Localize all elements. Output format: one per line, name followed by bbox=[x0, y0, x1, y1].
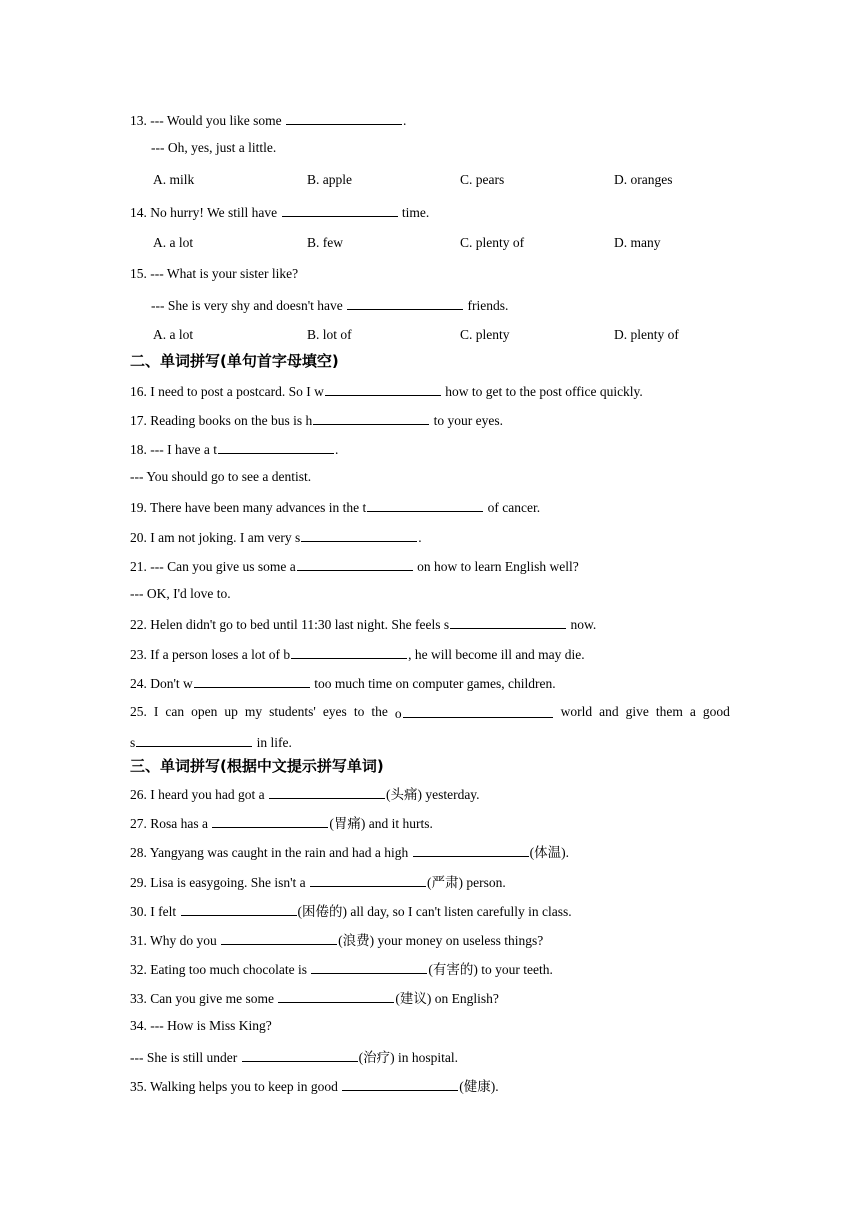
word: eyes bbox=[322, 704, 347, 719]
answer-blank[interactable] bbox=[181, 901, 297, 916]
section-3-heading: 三、单词拼写(根据中文提示拼写单词) bbox=[130, 757, 384, 775]
option-b[interactable]: B. few bbox=[307, 235, 343, 250]
question-text-end: (建议) on English? bbox=[395, 991, 499, 1006]
word: my bbox=[244, 704, 263, 719]
question-text: 19. There have been many advances in the t bbox=[130, 500, 367, 515]
word: can bbox=[165, 704, 185, 719]
question-text-end: (浪费) your money on useless things? bbox=[338, 933, 544, 948]
question-text-end: (治疗) in hospital. bbox=[358, 1050, 458, 1065]
question-text-end: on how to learn English well? bbox=[417, 559, 579, 574]
answer-blank[interactable] bbox=[286, 110, 402, 125]
question-27 bbox=[130, 813, 730, 833]
answer-blank[interactable] bbox=[403, 703, 553, 718]
question-text: 27. Rosa has a bbox=[130, 816, 208, 831]
question-text: 35. Walking helps you to keep in good bbox=[130, 1079, 338, 1094]
answer-blank[interactable] bbox=[269, 784, 385, 799]
question-text: 26. I heard you had got a bbox=[130, 787, 265, 802]
word: world bbox=[560, 704, 593, 719]
option-a[interactable]: A. a lot bbox=[153, 327, 194, 342]
question-text-end: . bbox=[334, 442, 339, 457]
answer-blank[interactable] bbox=[342, 1076, 458, 1091]
question-text-end: too much time on computer games, children. bbox=[314, 676, 556, 691]
question-33 bbox=[130, 988, 730, 1008]
answer-blank[interactable] bbox=[212, 813, 328, 828]
question-23 bbox=[130, 644, 730, 664]
question-text-end: now. bbox=[570, 617, 597, 632]
question-14 bbox=[130, 202, 730, 222]
answer-blank[interactable] bbox=[297, 556, 413, 571]
question-text: 31. Why do you bbox=[130, 933, 217, 948]
answer-blank[interactable] bbox=[450, 614, 566, 629]
question-14-stem-end: time. bbox=[401, 205, 430, 220]
question-text-end: in life. bbox=[256, 735, 292, 750]
question-15-reply-text: --- She is very shy and doesn't have bbox=[151, 298, 343, 313]
question-text-end: (困倦的) all day, so I can't listen carefully in class. bbox=[297, 904, 572, 919]
question-text-end: (体温). bbox=[529, 845, 569, 860]
word: a bbox=[689, 704, 696, 719]
question-18-reply: --- You should go to see a dentist. bbox=[130, 469, 312, 484]
option-d[interactable]: D. plenty of bbox=[614, 327, 679, 342]
option-c[interactable]: C. plenty bbox=[460, 327, 510, 342]
word: I bbox=[153, 704, 159, 719]
question-text: 23. If a person loses a lot of b bbox=[130, 647, 291, 662]
question-30 bbox=[130, 901, 730, 921]
answer-blank[interactable] bbox=[242, 1047, 358, 1062]
question-text-end: how to get to the post office quickly. bbox=[445, 384, 643, 399]
answer-blank[interactable] bbox=[347, 295, 463, 310]
question-text: 21. --- Can you give us some a bbox=[130, 559, 296, 574]
question-24 bbox=[130, 673, 730, 693]
question-text: 24. Don't w bbox=[130, 676, 193, 691]
question-text: 32. Eating too much chocolate is bbox=[130, 962, 307, 977]
word: give bbox=[625, 704, 649, 719]
question-19 bbox=[130, 497, 730, 517]
question-text: 29. Lisa is easygoing. She isn't a bbox=[130, 875, 306, 890]
question-34-stem: 34. --- How is Miss King? bbox=[130, 1018, 272, 1033]
word: good bbox=[702, 704, 730, 719]
question-31 bbox=[130, 930, 730, 950]
question-text-end: (头痛) yesterday. bbox=[385, 787, 480, 802]
answer-blank[interactable] bbox=[313, 410, 429, 425]
option-a[interactable]: A. a lot bbox=[153, 235, 194, 250]
word: 25. bbox=[130, 704, 147, 719]
question-text-end: . bbox=[418, 530, 422, 545]
question-text-end: (胃痛) and it hurts. bbox=[329, 816, 433, 831]
question-15-stem: 15. --- What is your sister like? bbox=[130, 266, 299, 281]
word: and bbox=[599, 704, 619, 719]
answer-blank[interactable] bbox=[218, 439, 334, 454]
question-13-reply: --- Oh, yes, just a little. bbox=[151, 140, 277, 155]
answer-blank[interactable] bbox=[413, 842, 529, 857]
option-b[interactable]: B. lot of bbox=[307, 327, 352, 342]
word: to bbox=[353, 704, 365, 719]
question-text-end: (健康). bbox=[459, 1079, 499, 1094]
question-text: 33. Can you give me some bbox=[130, 991, 274, 1006]
question-text: --- She is still under bbox=[130, 1050, 238, 1065]
question-text-end: of cancer. bbox=[487, 500, 541, 515]
answer-blank[interactable] bbox=[136, 732, 252, 747]
question-16 bbox=[130, 381, 730, 401]
word: up bbox=[224, 704, 238, 719]
question-text: 22. Helen didn't go to bed until 11:30 last night. She feels s bbox=[130, 617, 450, 632]
question-21-reply: --- OK, I'd love to. bbox=[130, 586, 231, 601]
question-28 bbox=[130, 842, 730, 862]
question-text: s bbox=[130, 735, 136, 750]
question-text: 28. Yangyang was caught in the rain and had a high bbox=[130, 845, 409, 860]
word: the bbox=[371, 704, 388, 719]
option-c[interactable]: C. pears bbox=[460, 172, 505, 187]
question-20 bbox=[130, 527, 730, 547]
question-text: 16. I need to post a postcard. So I w bbox=[130, 384, 324, 399]
option-c[interactable]: C. plenty of bbox=[460, 235, 525, 250]
question-15-reply-end: friends. bbox=[467, 298, 509, 313]
answer-blank[interactable] bbox=[282, 202, 398, 217]
question-35 bbox=[130, 1076, 730, 1096]
question-13-stem-end: . bbox=[403, 113, 407, 128]
option-a[interactable]: A. milk bbox=[153, 172, 195, 187]
answer-blank[interactable] bbox=[278, 988, 394, 1003]
question-26 bbox=[130, 784, 730, 804]
answer-blank[interactable] bbox=[325, 381, 441, 396]
question-29 bbox=[130, 872, 730, 892]
question-21 bbox=[130, 556, 730, 576]
answer-blank[interactable] bbox=[301, 527, 417, 542]
question-22 bbox=[130, 614, 730, 634]
section-2-heading: 二、单词拼写(单句首字母填空) bbox=[130, 352, 339, 370]
question-14-stem: 14. No hurry! We still have bbox=[130, 205, 278, 220]
word: them bbox=[655, 704, 683, 719]
answer-blank[interactable] bbox=[310, 872, 426, 887]
question-text: 30. I felt bbox=[130, 904, 177, 919]
question-text-end: (严肃) person. bbox=[427, 875, 506, 890]
answer-blank[interactable] bbox=[367, 497, 483, 512]
answer-blank[interactable] bbox=[221, 930, 337, 945]
question-text: 18. --- I have a t bbox=[130, 442, 217, 457]
option-d[interactable]: D. many bbox=[614, 235, 661, 250]
answer-blank[interactable] bbox=[291, 644, 407, 659]
question-13 bbox=[130, 110, 730, 130]
question-text: 20. I am not joking. I am very s bbox=[130, 530, 301, 545]
question-text-end: to your eyes. bbox=[433, 413, 503, 428]
question-text-end: (有害的) to your teeth. bbox=[428, 962, 553, 977]
option-d[interactable]: D. oranges bbox=[614, 172, 673, 187]
word: o bbox=[394, 706, 402, 721]
answer-blank[interactable] bbox=[311, 959, 427, 974]
option-b[interactable]: B. apple bbox=[307, 172, 352, 187]
answer-blank[interactable] bbox=[194, 673, 310, 688]
question-15-reply bbox=[151, 295, 751, 315]
question-text-end: , he will become ill and may die. bbox=[408, 647, 585, 662]
word: open bbox=[191, 704, 218, 719]
question-25-line-1 bbox=[130, 703, 730, 723]
question-text: 17. Reading books on the bus is h bbox=[130, 413, 313, 428]
question-13-stem: 13. --- Would you like some bbox=[130, 113, 282, 128]
question-34-reply bbox=[130, 1047, 730, 1067]
word: students' bbox=[269, 704, 316, 719]
question-25-line-2 bbox=[130, 732, 730, 752]
word-with-blank bbox=[395, 703, 554, 723]
question-18 bbox=[130, 439, 730, 459]
question-17 bbox=[130, 410, 730, 430]
question-32 bbox=[130, 959, 730, 979]
